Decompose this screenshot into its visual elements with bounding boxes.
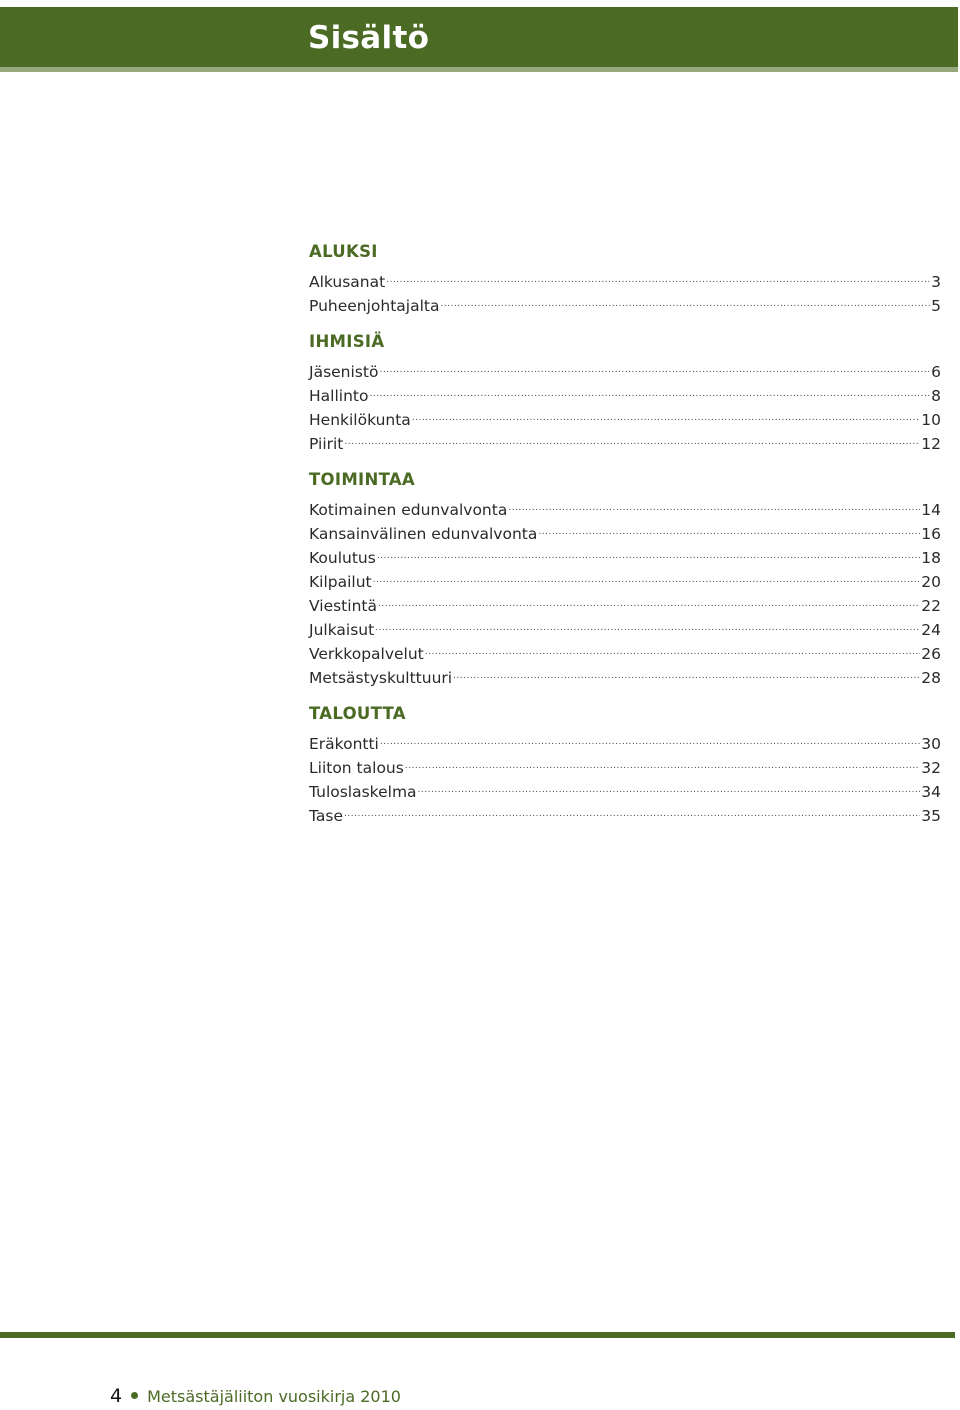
toc-entry-label: Jäsenistö: [309, 363, 379, 381]
toc-entry[interactable]: [309, 353, 941, 381]
footer-divider: [0, 1332, 955, 1338]
publication-title: Metsästäjäliiton vuosikirja 2010: [147, 1387, 401, 1406]
section-heading: TOIMINTAA: [309, 470, 416, 489]
toc-section: [309, 468, 941, 687]
toc-entry-label: Viestintä: [309, 597, 377, 615]
toc-entry-page-number: 5: [931, 297, 941, 315]
toc-entry-page-number: 28: [921, 669, 941, 687]
toc-entry-page-number: 10: [921, 411, 941, 429]
dot-leader: [453, 659, 920, 683]
dot-leader: [441, 287, 931, 311]
toc-entry-page-number: 16: [921, 525, 941, 543]
toc-entry-label: Julkaisut: [309, 621, 375, 639]
toc-entry-page-number: 30: [921, 735, 941, 753]
toc-entry[interactable]: [309, 587, 941, 615]
toc-section: [309, 702, 941, 825]
toc-entry-page-number: 14: [921, 501, 941, 519]
toc-entry[interactable]: [309, 611, 941, 639]
toc-entry[interactable]: [309, 425, 941, 453]
toc-entry-label: Hallinto: [309, 387, 369, 405]
dot-leader: [508, 491, 920, 515]
toc-entry-page-number: 35: [921, 807, 941, 825]
dot-leader: [344, 425, 920, 449]
dot-leader: [344, 797, 920, 821]
toc-entry-label: Henkilökunta: [309, 411, 411, 429]
bullet-dot-icon: [131, 1392, 138, 1399]
dot-leader: [425, 635, 921, 659]
dot-leader: [380, 725, 920, 749]
header-bar: [0, 7, 958, 72]
page-title: Sisältö: [308, 20, 430, 56]
toc-entry-page-number: 6: [931, 363, 941, 381]
toc-entry-page-number: 22: [921, 597, 941, 615]
toc-entry[interactable]: [309, 287, 941, 315]
toc-entry[interactable]: [309, 491, 941, 519]
dot-leader: [373, 563, 921, 587]
page-number: 4: [110, 1385, 123, 1407]
toc-section: [309, 240, 941, 315]
dot-leader: [379, 353, 930, 377]
dot-leader: [418, 773, 921, 797]
dot-leader: [375, 611, 920, 635]
toc-entry-page-number: 24: [921, 621, 941, 639]
toc-entry-label: Kotimainen edunvalvonta: [309, 501, 508, 519]
toc-entry-label: Kilpailut: [309, 573, 372, 591]
toc-entry[interactable]: [309, 377, 941, 405]
dot-leader: [369, 377, 930, 401]
toc-entry-page-number: 18: [921, 549, 941, 567]
toc-entry-label: Verkkopalvelut: [309, 645, 424, 663]
section-heading: TALOUTTA: [309, 704, 406, 723]
toc-entry-label: Liiton talous: [309, 759, 404, 777]
toc-entry-page-number: 32: [921, 759, 941, 777]
toc-entry[interactable]: [309, 635, 941, 663]
section-heading: IHMISIÄ: [309, 332, 385, 351]
dot-leader: [412, 401, 920, 425]
page-footer: [110, 1385, 401, 1407]
section-heading: ALUKSI: [309, 242, 378, 261]
toc-entry-page-number: 26: [921, 645, 941, 663]
toc-entry-label: Koulutus: [309, 549, 376, 567]
dot-leader: [386, 263, 930, 287]
dot-leader: [538, 515, 920, 539]
dot-leader: [377, 539, 920, 563]
toc-entry-page-number: 3: [931, 273, 941, 291]
toc-entry[interactable]: [309, 401, 941, 429]
toc-entry-page-number: 12: [921, 435, 941, 453]
toc-entry-page-number: 34: [921, 783, 941, 801]
toc-entry[interactable]: [309, 749, 941, 777]
toc-entry-label: Piirit: [309, 435, 344, 453]
toc-entry[interactable]: [309, 797, 941, 825]
toc-entry-label: Tuloslaskelma: [309, 783, 417, 801]
toc-entry-label: Kansainvälinen edunvalvonta: [309, 525, 538, 543]
toc-entry-page-number: 8: [931, 387, 941, 405]
dot-leader: [405, 749, 920, 773]
dot-leader: [378, 587, 920, 611]
toc-entry[interactable]: [309, 725, 941, 753]
toc-entry[interactable]: [309, 263, 941, 291]
toc-entry[interactable]: [309, 539, 941, 567]
toc-entry-label: Eräkontti: [309, 735, 379, 753]
table-of-contents: [309, 240, 941, 840]
toc-entry-label: Puheenjohtajalta: [309, 297, 440, 315]
toc-section: [309, 330, 941, 453]
toc-entry-label: Alkusanat: [309, 273, 386, 291]
toc-entry-page-number: 20: [921, 573, 941, 591]
toc-entry-label: Metsästyskulttuuri: [309, 669, 453, 687]
toc-entry-label: Tase: [309, 807, 344, 825]
toc-entry[interactable]: [309, 563, 941, 591]
